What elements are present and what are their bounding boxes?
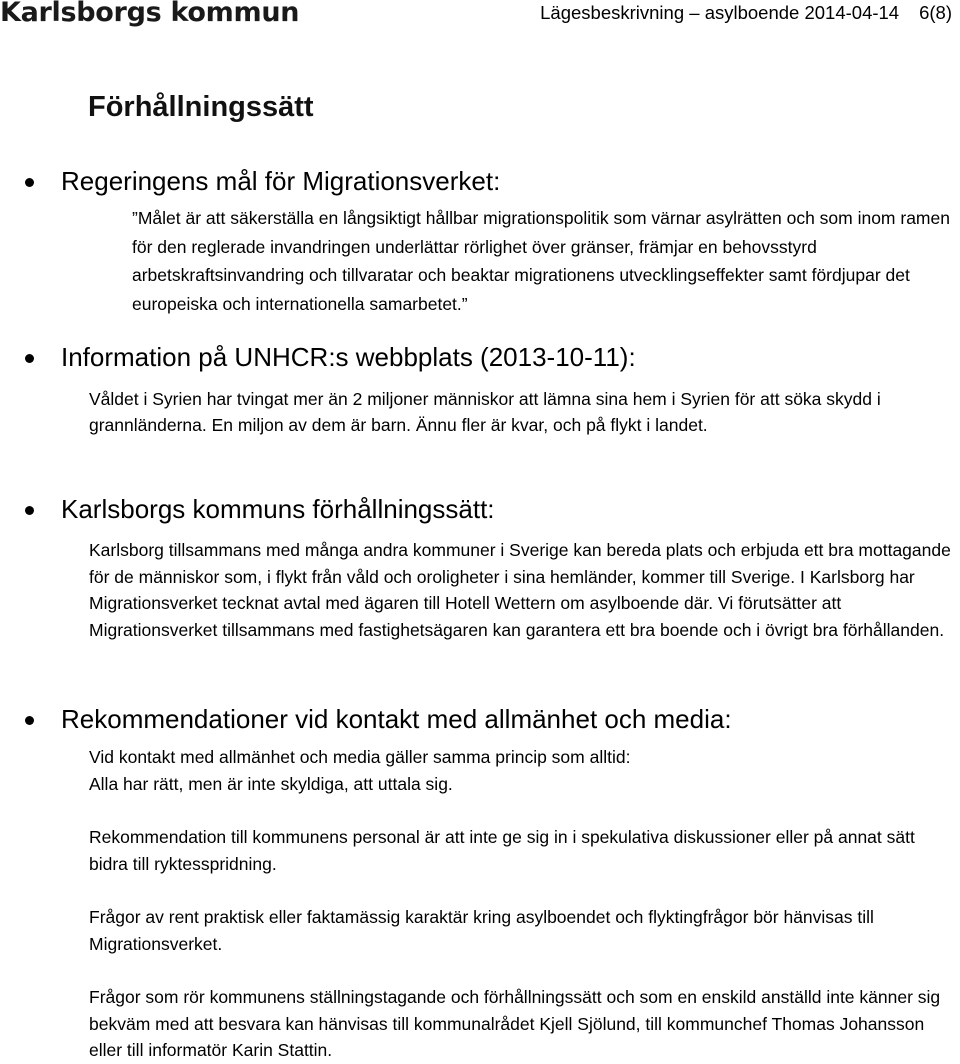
unhcr-paragraph: Våldet i Syrien har tvingat mer än 2 miljoner människor att lämna sina hem i Syrien för att söka skydd i grannländerna. En miljon av dem är barn. Ännu fler är kvar, och på flykt i landet. <box>89 389 881 435</box>
section-title-unhcr: Information på UNHCR:s webbplats (2013-10-11): <box>61 342 636 372</box>
section-title-regeringens-mal: Regeringens mål för Migrationsverket: <box>61 166 501 196</box>
section-title-rekommendationer: Rekommendationer vid kontakt med allmänhet och media: <box>61 704 732 734</box>
running-header <box>540 2 952 24</box>
quote-paragraph: ”Målet är att säkerställa en långsiktigt hållbar migrationspolitik som värnar asylrätten och som inom ramen för den reglerade invandringen underlättar rörlighet över gränser, främjar en behovsstyrd arbetskraftsinvandring och tillvaratar och beaktar migrationens utvecklingseffekter samt fördjupar det europeiska och internationella samarbetet.” <box>132 208 950 314</box>
media-principle-line: Vid kontakt med allmänhet och media gäller samma princip som alltid: <box>89 747 631 767</box>
page-number: 6(8) <box>919 2 952 23</box>
staff-recommendation-paragraph: Rekommendation till kommunens personal är att inte ge sig in i spekulativa diskussioner eller på annat sätt bidra till ryktesspridning. <box>89 827 915 874</box>
page-title: Förhållningssätt <box>88 91 314 123</box>
karlsborg-paragraph: Karlsborg tillsammans med många andra kommuner i Sverige kan bereda plats och erbjuda ett bra mottagande för de människor som, i flykt från våld och oroligheter i sina hemländer, kommer till Sverige. I Karlsborg har Migrationsverket tecknat avtal med ägaren till Hotell Wettern om asylboende där. Vi förutsätter att Migrationsverket tillsammans med fastighetsägaren kan garantera ett bra boende och i övrigt bra förhållanden. <box>89 540 951 640</box>
section-title-forhallningssatt: Karlsborgs kommuns förhållningssätt: <box>61 494 495 524</box>
logo: Karlsborgs kommun <box>0 0 300 28</box>
stance-questions-paragraph: Frågor som rör kommunens ställningstagande och förhållningssätt och som en enskild anställd inte känner sig bekväm med att besvara kan hänvisas till kommunalrådet Kjell Sjölund, till kommunchef Thomas Johansson eller till informatör Karin Stattin. <box>89 987 941 1060</box>
practical-questions-paragraph: Frågor av rent praktisk eller faktamässig karaktär kring asylboendet och flyktingfrågor bör hänvisas till Migrationsverket. <box>89 907 874 954</box>
document-title: Lägesbeskrivning – asylboende 2014-04-14 <box>540 2 900 23</box>
rights-line: Alla har rätt, men är inte skyldiga, att uttala sig. <box>89 774 453 794</box>
